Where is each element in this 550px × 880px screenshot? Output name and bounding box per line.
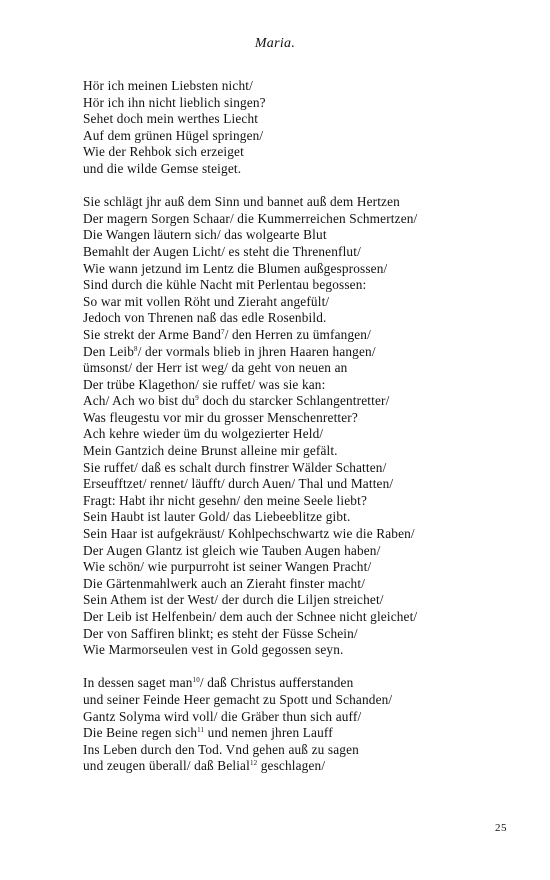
line-text: doch du starcker Schlangentretter/ xyxy=(198,393,390,409)
line-text: Auf dem grünen Hügel springen/ xyxy=(83,127,264,143)
poem-line xyxy=(83,526,523,543)
poem-line xyxy=(83,277,523,294)
line-text: Sehet doch mein werthes Liecht xyxy=(83,111,259,127)
poem-line xyxy=(83,543,523,560)
poem-line xyxy=(83,758,523,775)
poem-line xyxy=(83,393,523,410)
poem-heading: Maria. xyxy=(254,36,296,51)
line-text: Sie schlägt jhr auß dem Sinn und bannet auß dem Hertzen xyxy=(83,194,400,210)
stanza xyxy=(83,675,523,775)
line-text: ümsonst/ der Herr ist weg/ da geht von neuen an xyxy=(83,360,348,376)
line-text: Was fleugestu vor mir du grosser Menschenretter? xyxy=(83,409,358,425)
line-text: Der trübe Klagethon/ sie ruffet/ was sie kan: xyxy=(83,376,326,392)
line-text: So war mit vollen Röht und Zieraht angefült/ xyxy=(83,293,330,309)
poem-line xyxy=(83,609,523,626)
page-number: 25 xyxy=(495,822,507,834)
line-text: Fragt: Habt ihr nicht gesehn/ den meine Seele liebt? xyxy=(83,492,367,508)
line-text: Der Augen Glantz ist gleich wie Tauben Augen haben/ xyxy=(83,542,381,558)
poem-line xyxy=(83,128,523,145)
poem-line xyxy=(83,443,523,460)
line-text: und zeugen überall/ daß Belial xyxy=(83,758,250,774)
footnote-marker: 8 xyxy=(134,344,138,353)
poem-line xyxy=(83,211,523,228)
footnote-marker: 10 xyxy=(192,676,200,685)
line-text: Der Leib ist Helfenbein/ dem auch der Schnee nicht gleichet/ xyxy=(83,609,418,624)
poem-line xyxy=(83,78,523,95)
line-text: Ach kehre wieder üm du wolgezierter Held/ xyxy=(83,426,324,442)
stanza xyxy=(83,78,523,178)
footnote-marker: 7 xyxy=(221,327,225,336)
footnote-marker: 12 xyxy=(249,759,258,768)
footnote-marker: 9 xyxy=(195,394,199,403)
line-text: Der von Saffiren blinkt; es steht der Füsse Schein/ xyxy=(83,625,358,641)
poem-line xyxy=(83,194,523,211)
poem-line xyxy=(83,709,523,726)
line-text: und seiner Feinde Heer gemacht zu Spott und Schanden/ xyxy=(83,691,393,707)
line-text: Bemahlt der Augen Licht/ es steht die Threnenflut/ xyxy=(83,243,361,259)
poem-line xyxy=(83,692,523,709)
line-text: Der magern Sorgen Schaar/ die Kummerreichen Schmertzen/ xyxy=(83,210,418,226)
line-text: Hör ich meinen Liebsten nicht/ xyxy=(83,78,253,93)
line-text: und die wilde Gemse steiget. xyxy=(83,160,242,176)
poem-line xyxy=(83,344,523,361)
line-text: Wie schön/ wie purpurroht ist seiner Wangen Pracht/ xyxy=(83,559,372,575)
poem-body xyxy=(83,78,523,775)
poem-line xyxy=(83,476,523,493)
poem-line xyxy=(83,294,523,311)
poem-line xyxy=(83,377,523,394)
poem-line xyxy=(83,493,523,510)
line-text: Die Wangen läutern sich/ das wolgearte Blut xyxy=(83,227,327,243)
poem-line xyxy=(83,592,523,609)
line-text: Erseufftzet/ rennet/ läufft/ durch Auen/ Thal und Matten/ xyxy=(83,476,394,492)
poem-line xyxy=(83,742,523,759)
poem-line xyxy=(83,261,523,278)
poem-line xyxy=(83,559,523,576)
stanza xyxy=(83,194,523,659)
poem-line xyxy=(83,95,523,112)
line-text: Hör ich ihn nicht lieblich singen? xyxy=(83,94,266,110)
poem-line xyxy=(83,144,523,161)
poem-line xyxy=(83,310,523,327)
line-text: Sind durch die kühle Nacht mit Perlentau begossen: xyxy=(83,277,367,293)
line-text: / daß Christus aufferstanden xyxy=(199,675,354,691)
poem-line xyxy=(83,675,523,692)
line-text: Die Beine regen sich xyxy=(83,725,198,741)
line-text: Den Leib xyxy=(83,343,135,359)
line-text: Ach/ Ach wo bist du xyxy=(83,393,196,409)
line-text: Jedoch von Threnen naß das edle Rosenbild. xyxy=(83,310,327,326)
line-text: Mein Gantzich deine Brunst alleine mir gefält. xyxy=(83,443,338,459)
line-text: Sie strekt der Arme Band xyxy=(83,326,222,342)
line-text: Wie der Rehbok sich erzeiget xyxy=(83,144,244,160)
poem-line xyxy=(83,360,523,377)
line-text: Sie ruffet/ daß es schalt durch finstrer Wälder Schatten/ xyxy=(83,459,387,475)
poem-line xyxy=(83,111,523,128)
poem-line xyxy=(83,576,523,593)
line-text: Sein Athem ist der West/ der durch die Liljen streichet/ xyxy=(83,592,384,608)
poem-line xyxy=(83,642,523,659)
poem-line xyxy=(83,626,523,643)
poem-line xyxy=(83,410,523,427)
poem-line xyxy=(83,460,523,477)
line-text: Sein Haar ist aufgekräust/ Kohlpechschwartz wie die Raben/ xyxy=(83,526,415,542)
line-text: Gantz Solyma wird voll/ die Gräber thun sich auff/ xyxy=(83,708,362,724)
line-text: / den Herren zu ümfangen/ xyxy=(224,326,371,342)
line-text: Wie wann jetzund im Lentz die Blumen außgesprossen/ xyxy=(83,260,388,276)
line-text: / der vormals blieb in jhren Haaren hangen/ xyxy=(137,343,376,359)
line-text: Ins Leben durch den Tod. Vnd gehen auß zu sagen xyxy=(83,741,359,757)
poem-line xyxy=(83,327,523,344)
footnote-marker: 11 xyxy=(197,726,205,735)
line-text: In dessen saget man xyxy=(83,675,193,691)
line-text: Sein Haubt ist lauter Gold/ das Liebeeblitze gibt. xyxy=(83,509,351,525)
poem-line xyxy=(83,227,523,244)
line-text: und nemen jhren Lauff xyxy=(204,725,333,741)
poem-line xyxy=(83,725,523,742)
poem-line xyxy=(83,244,523,261)
poem-line xyxy=(83,509,523,526)
poem-line xyxy=(83,161,523,178)
line-text: geschlagen/ xyxy=(257,758,326,774)
line-text: Die Gärtenmahlwerk auch an Zieraht finster macht/ xyxy=(83,575,366,591)
poem-line xyxy=(83,426,523,443)
line-text: Wie Marmorseulen vest in Gold gegossen seyn. xyxy=(83,642,344,658)
